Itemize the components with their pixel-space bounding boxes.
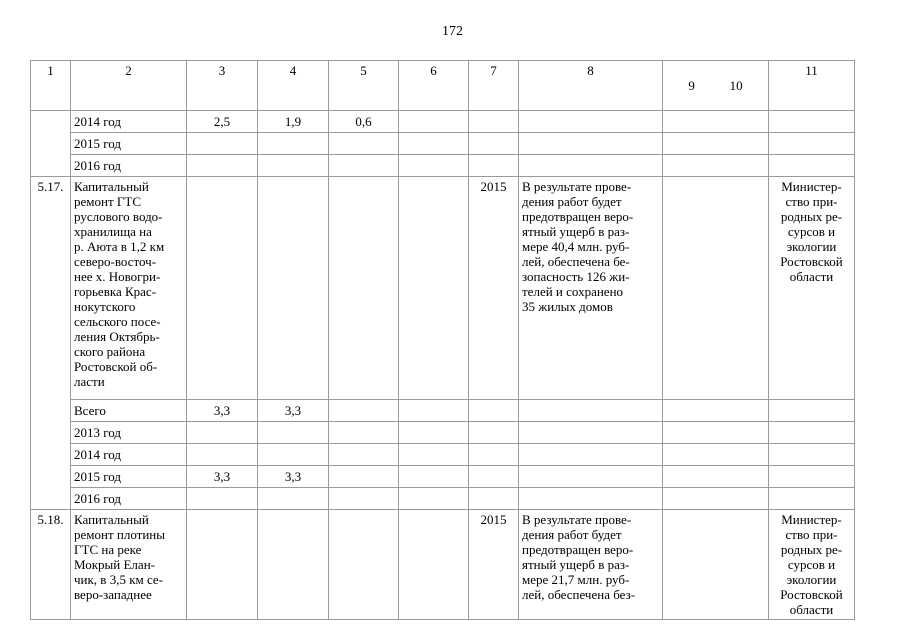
cell-col4 bbox=[258, 422, 329, 444]
cell-col5 bbox=[329, 400, 399, 422]
row-label: 2015 год bbox=[71, 133, 187, 155]
col-header-6: 6 bbox=[399, 61, 469, 111]
table-row bbox=[31, 466, 855, 488]
cell-col11 bbox=[769, 422, 855, 444]
cell-col4 bbox=[258, 510, 329, 620]
col-header-4: 4 bbox=[258, 61, 329, 111]
cell-col11 bbox=[769, 400, 855, 422]
item-executor: Министер- ство при- родных ре- сурсов и экологии Ростовской области bbox=[769, 177, 855, 400]
cell-col9-10 bbox=[663, 488, 769, 510]
row-label: 2013 год bbox=[71, 422, 187, 444]
cell-col3 bbox=[187, 444, 258, 466]
cell-col4 bbox=[258, 488, 329, 510]
cell-col3 bbox=[187, 133, 258, 155]
table-row bbox=[31, 400, 855, 422]
item-year: 2015 bbox=[469, 177, 519, 400]
cell-col7 bbox=[469, 466, 519, 488]
cell-col7 bbox=[469, 422, 519, 444]
table-row bbox=[31, 422, 855, 444]
cell-col11 bbox=[769, 155, 855, 177]
col-header-11: 11 bbox=[769, 61, 855, 111]
col-header-2: 2 bbox=[71, 61, 187, 111]
cell-col9-10 bbox=[663, 133, 769, 155]
cell-col3: 3,3 bbox=[187, 466, 258, 488]
cell-col9-10 bbox=[663, 177, 769, 400]
row-number-empty bbox=[31, 111, 71, 177]
program-table bbox=[30, 60, 855, 620]
item-executor: Министер- ство при- родных ре- сурсов и экологии Ростовской области bbox=[769, 510, 855, 620]
table-row bbox=[31, 155, 855, 177]
cell-col9-10 bbox=[663, 444, 769, 466]
item-number: 5.17. bbox=[31, 177, 71, 510]
cell-col8 bbox=[519, 444, 663, 466]
cell-col11 bbox=[769, 133, 855, 155]
col-header-9-10 bbox=[663, 61, 769, 111]
cell-col9-10 bbox=[663, 422, 769, 444]
cell-col3: 3,3 bbox=[187, 400, 258, 422]
cell-col11 bbox=[769, 444, 855, 466]
table-row bbox=[31, 111, 855, 133]
cell-col11 bbox=[769, 466, 855, 488]
cell-col3 bbox=[187, 488, 258, 510]
cell-col9-10 bbox=[663, 111, 769, 133]
cell-col8 bbox=[519, 155, 663, 177]
cell-col8 bbox=[519, 488, 663, 510]
col-header-10: 10 bbox=[729, 78, 743, 93]
cell-col5 bbox=[329, 155, 399, 177]
row-label: 2014 год bbox=[71, 111, 187, 133]
col-header-3: 3 bbox=[187, 61, 258, 111]
table-row bbox=[31, 444, 855, 466]
item-row-5-17 bbox=[31, 177, 855, 400]
table-row bbox=[31, 488, 855, 510]
cell-col9-10 bbox=[663, 155, 769, 177]
item-result: В результате прове- дения работ будет предотвращен веро- ятный ущерб в раз- мере 21,7 млн. руб- лей, обеспечена без- bbox=[519, 510, 663, 620]
item-number: 5.18. bbox=[31, 510, 71, 620]
cell-col5 bbox=[329, 133, 399, 155]
cell-col5: 0,6 bbox=[329, 111, 399, 133]
cell-col4 bbox=[258, 177, 329, 400]
cell-col9-10 bbox=[663, 400, 769, 422]
cell-col11 bbox=[769, 111, 855, 133]
cell-col5 bbox=[329, 444, 399, 466]
col-header-7: 7 bbox=[469, 61, 519, 111]
item-result: В результате прове- дения работ будет предотвращен веро- ятный ущерб в раз- мере 40,4 млн. руб- лей, обеспечена бе- зопасность 126 жи- телей и сохранено 35 жилых домов bbox=[519, 177, 663, 400]
col-header-5: 5 bbox=[329, 61, 399, 111]
cell-col6 bbox=[399, 155, 469, 177]
cell-col5 bbox=[329, 466, 399, 488]
cell-col6 bbox=[399, 111, 469, 133]
cell-col11 bbox=[769, 488, 855, 510]
row-label: 2016 год bbox=[71, 155, 187, 177]
col-header-8: 8 bbox=[519, 61, 663, 111]
row-label: 2014 год bbox=[71, 444, 187, 466]
cell-col9-10 bbox=[663, 510, 769, 620]
item-row-5-18 bbox=[31, 510, 855, 620]
cell-col9-10 bbox=[663, 466, 769, 488]
col-header-9: 9 bbox=[688, 78, 695, 93]
cell-col4: 3,3 bbox=[258, 400, 329, 422]
row-label: Всего bbox=[71, 400, 187, 422]
table-row bbox=[31, 133, 855, 155]
cell-col5 bbox=[329, 177, 399, 400]
cell-col8 bbox=[519, 133, 663, 155]
cell-col4: 3,3 bbox=[258, 466, 329, 488]
cell-col7 bbox=[469, 155, 519, 177]
cell-col8 bbox=[519, 466, 663, 488]
cell-col6 bbox=[399, 510, 469, 620]
cell-col6 bbox=[399, 422, 469, 444]
header-row bbox=[31, 61, 855, 111]
cell-col8 bbox=[519, 111, 663, 133]
cell-col7 bbox=[469, 444, 519, 466]
cell-col7 bbox=[469, 400, 519, 422]
page-number: 172 bbox=[442, 24, 463, 39]
item-year: 2015 bbox=[469, 510, 519, 620]
cell-col4 bbox=[258, 133, 329, 155]
cell-col6 bbox=[399, 488, 469, 510]
item-name: Капитальный ремонт ГТС руслового водо- хранилища на р. Аюта в 1,2 км северо-восточ- нее х. Новогри- горьевка Крас- нокутского сельского посе- ления Октябрь- ского района Ростовской об- ласти bbox=[71, 177, 187, 400]
row-label: 2016 год bbox=[71, 488, 187, 510]
cell-col6 bbox=[399, 466, 469, 488]
row-label: 2015 год bbox=[71, 466, 187, 488]
cell-col6 bbox=[399, 177, 469, 400]
cell-col3 bbox=[187, 510, 258, 620]
cell-col5 bbox=[329, 422, 399, 444]
cell-col4 bbox=[258, 155, 329, 177]
cell-col3 bbox=[187, 155, 258, 177]
cell-col3 bbox=[187, 422, 258, 444]
cell-col5 bbox=[329, 510, 399, 620]
col-header-1: 1 bbox=[31, 61, 71, 111]
cell-col8 bbox=[519, 422, 663, 444]
cell-col6 bbox=[399, 444, 469, 466]
cell-col6 bbox=[399, 133, 469, 155]
cell-col7 bbox=[469, 488, 519, 510]
cell-col8 bbox=[519, 400, 663, 422]
cell-col7 bbox=[469, 133, 519, 155]
cell-col7 bbox=[469, 111, 519, 133]
cell-col4 bbox=[258, 444, 329, 466]
cell-col6 bbox=[399, 400, 469, 422]
cell-col5 bbox=[329, 488, 399, 510]
cell-col3 bbox=[187, 177, 258, 400]
cell-col3: 2,5 bbox=[187, 111, 258, 133]
item-name: Капитальный ремонт плотины ГТС на реке Мокрый Елан- чик, в 3,5 км се- веро-западнее bbox=[71, 510, 187, 620]
cell-col4: 1,9 bbox=[258, 111, 329, 133]
